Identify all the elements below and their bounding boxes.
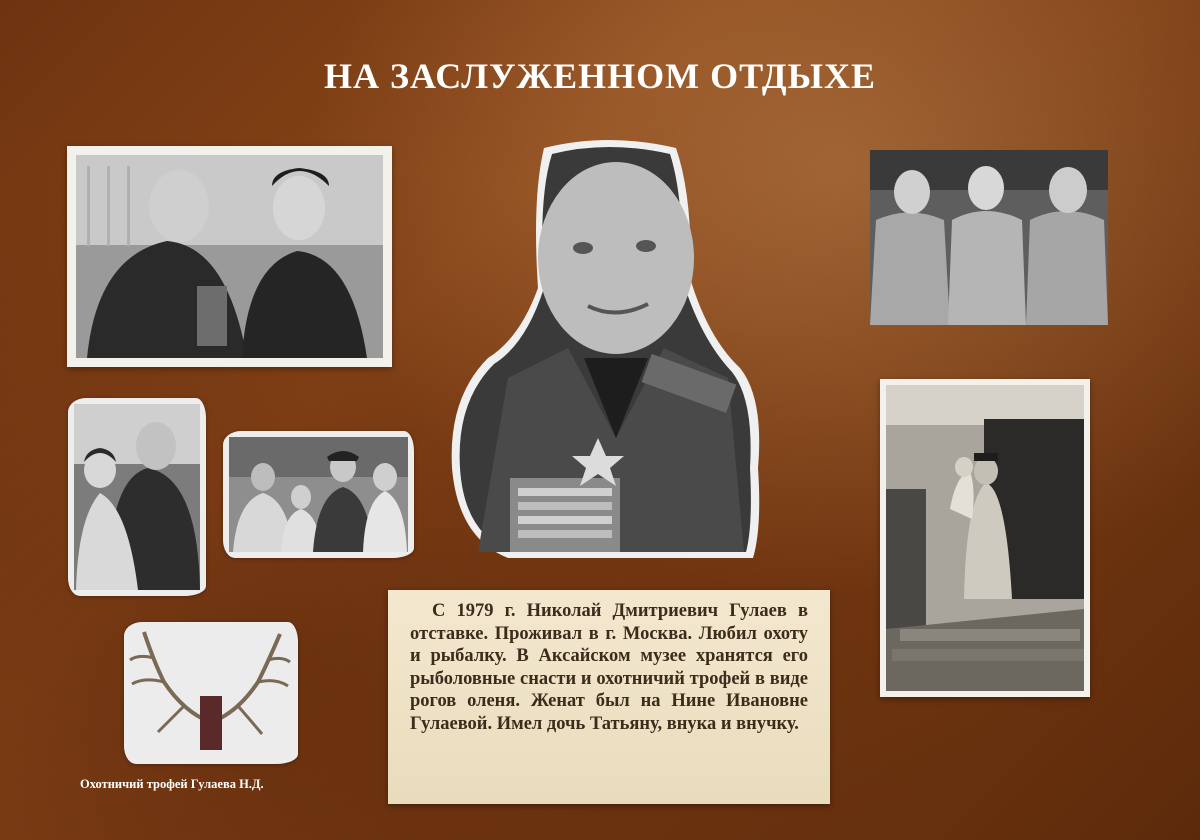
photo-couple	[67, 146, 392, 367]
photo-general-with-child	[68, 398, 206, 596]
biography-textbox	[388, 590, 830, 804]
biography-text: С 1979 г. Николай Дмитриевич Гулаев в отставке. Проживал в г. Москва. Любил охоту и рыбалку. В Аксайском музее хранятся его рыболовные снасти и охотничий трофей в виде рогов оленя. Женат был на Нине Ивановне Гулаевой. Имел дочь Татьяну, внука и внучку.	[410, 601, 808, 734]
photo-doorway-with-child	[880, 379, 1090, 697]
photo-three-officers	[870, 150, 1108, 325]
trophy-caption: Охотничий трофей Гулаева Н.Д.	[80, 777, 264, 791]
page-title: НА ЗАСЛУЖЕННОМ ОТДЫХЕ	[323, 56, 877, 96]
photo-antler-trophy	[124, 622, 298, 764]
photo-family-group	[223, 431, 414, 558]
photo-portrait-general	[448, 138, 764, 562]
